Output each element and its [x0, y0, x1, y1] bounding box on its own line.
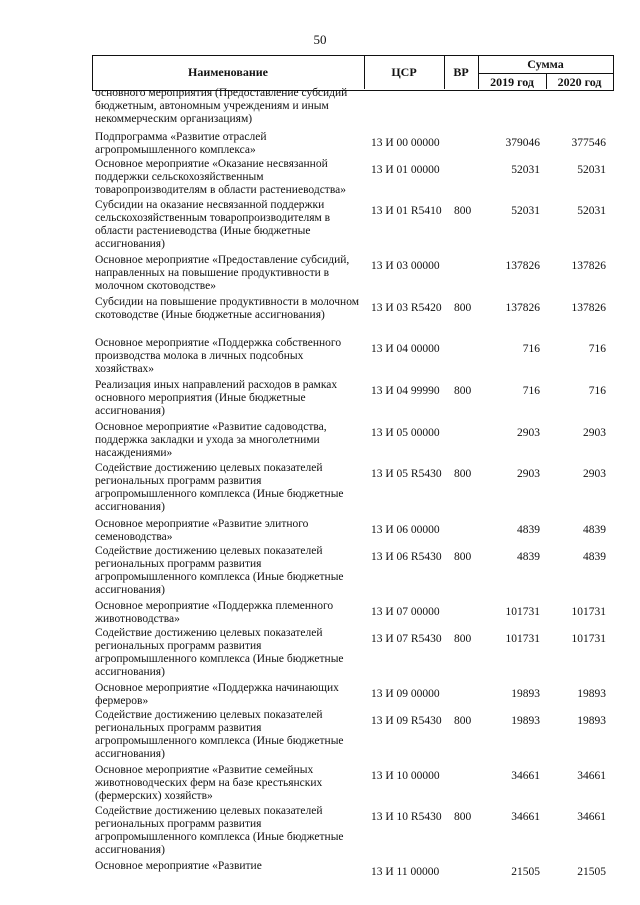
row-sum-2019: 52031: [511, 164, 540, 176]
row-name: Содействие достижению целевых показателей региональных программ развития агропромышленного комплекса (Иные бюджетные ассигнования): [95, 627, 344, 678]
row-sum-2019: 716: [522, 385, 540, 397]
row-sum-2020: 716: [588, 343, 606, 355]
header-name: Наименование: [188, 65, 268, 79]
row-sum-2019: 34661: [511, 770, 540, 782]
row-name: Субсидии на повышение продуктивности в молочном скотоводстве (Иные бюджетные ассигнования): [95, 296, 360, 321]
row-csr: 13 И 05 R5430: [371, 468, 442, 480]
row-sum-2019: 21505: [511, 866, 540, 878]
row-sum-2020: 34661: [577, 770, 606, 782]
header-vr: ВР: [453, 65, 469, 79]
row-sum-2020: 101731: [571, 633, 606, 645]
row-sum-2020: 137826: [571, 302, 606, 314]
row-sum-2019: 716: [522, 343, 540, 355]
row-sum-2019: 137826: [505, 302, 540, 314]
row-sum-2019: 4839: [517, 551, 540, 563]
row-name: Содействие достижению целевых показателей региональных программ развития агропромышленного комплекса (Иные бюджетные ассигнования): [95, 545, 344, 596]
row-sum-2020: 716: [588, 385, 606, 397]
row-sum-2019: 2903: [517, 468, 540, 480]
row-csr: 13 И 04 00000: [371, 343, 440, 355]
header-csr: ЦСР: [391, 65, 417, 79]
row-sum-2020: 34661: [577, 811, 606, 823]
row-sum-2019: 52031: [511, 205, 540, 217]
row-name: основного мероприятия (Предоставление субсидий бюджетным, автономным учреждениям и иным некоммерческим организациям): [95, 87, 348, 125]
header-sum: Сумма: [527, 57, 564, 71]
row-name: Основное мероприятие «Поддержка начинающих фермеров»: [95, 682, 339, 707]
row-name: Основное мероприятие «Развитие садоводства, поддержка закладки и ухода за многолетними насаждениями»: [95, 421, 327, 459]
row-csr: 13 И 01 R5410: [371, 205, 442, 217]
row-name: Основное мероприятие «Развитие семейных животноводческих ферм на базе крестьянских (фермерских) хозяйств»: [95, 764, 323, 802]
row-sum-2020: 21505: [577, 866, 606, 878]
row-sum-2020: 19893: [577, 715, 606, 727]
row-sum-2020: 4839: [583, 551, 606, 563]
row-name: Основное мероприятие «Поддержка собственного производства молока в личных подсобных хозяйствах»: [95, 337, 342, 375]
row-sum-2019: 2903: [517, 427, 540, 439]
page-number: 50: [313, 32, 327, 47]
row-csr: 13 И 09 00000: [371, 688, 440, 700]
row-sum-2020: 101731: [571, 606, 606, 618]
row-sum-2020: 137826: [571, 260, 606, 272]
row-sum-2020: 52031: [577, 205, 606, 217]
row-name: Основное мероприятие «Предоставление субсидий, направленных на повышение продуктивности в молочном скотоводстве»: [95, 254, 350, 292]
row-csr: 13 И 10 00000: [371, 770, 440, 782]
row-sum-2019: 137826: [505, 260, 540, 272]
row-name: Субсидии на оказание несвязанной поддержки сельскохозяйственным товаропроизводителям в области растениеводства (Иные бюджетные ассигнования): [95, 199, 331, 250]
row-sum-2020: 2903: [583, 468, 606, 480]
row-csr: 13 И 09 R5430: [371, 715, 442, 727]
row-vr: 800: [454, 302, 472, 314]
header-year-2020: 2020 год: [557, 75, 602, 89]
row-name: Подпрограмма «Развитие отраслей агропромышленного комплекса»: [95, 131, 267, 156]
row-vr: 800: [454, 205, 472, 217]
row-csr: 13 И 07 R5430: [371, 633, 442, 645]
row-name: Содействие достижению целевых показателей региональных программ развития агропромышленного комплекса (Иные бюджетные ассигнования): [95, 709, 344, 760]
row-vr: 800: [454, 715, 472, 727]
row-csr: 13 И 04 99990: [371, 385, 440, 397]
row-csr: 13 И 03 R5420: [371, 302, 442, 314]
row-name: Содействие достижению целевых показателей региональных программ развития агропромышленного комплекса (Иные бюджетные ассигнования): [95, 805, 344, 856]
row-name: Основное мероприятие «Развитие: [95, 860, 262, 872]
row-vr: 800: [454, 385, 472, 397]
row-name: Реализация иных направлений расходов в рамках основного мероприятия (Иные бюджетные ассигнования): [95, 379, 338, 417]
row-csr: 13 И 01 00000: [371, 164, 440, 176]
row-sum-2019: 101731: [505, 606, 540, 618]
row-csr: 13 И 07 00000: [371, 606, 440, 618]
row-sum-2020: 52031: [577, 164, 606, 176]
row-csr: 13 И 10 R5430: [371, 811, 442, 823]
row-name: Основное мероприятие «Поддержка племенного животноводства»: [95, 600, 334, 625]
row-name: Содействие достижению целевых показателей региональных программ развития агропромышленного комплекса (Иные бюджетные ассигнования): [95, 462, 344, 513]
row-sum-2019: 4839: [517, 524, 540, 536]
row-csr: 13 И 06 R5430: [371, 551, 442, 563]
row-sum-2019: 34661: [511, 811, 540, 823]
row-csr: 13 И 03 00000: [371, 260, 440, 272]
row-sum-2020: 19893: [577, 688, 606, 700]
row-sum-2020: 2903: [583, 427, 606, 439]
row-sum-2019: 379046: [505, 137, 540, 149]
row-name: Основное мероприятие «Оказание несвязанной поддержки сельскохозяйственным товаропроизводителям в области растениеводства»: [95, 158, 346, 196]
row-csr: 13 И 11 00000: [371, 866, 440, 878]
row-csr: 13 И 05 00000: [371, 427, 440, 439]
row-vr: 800: [454, 633, 472, 645]
row-csr: 13 И 00 00000: [371, 137, 440, 149]
row-sum-2020: 4839: [583, 524, 606, 536]
row-vr: 800: [454, 551, 472, 563]
row-vr: 800: [454, 468, 472, 480]
header-year-2019: 2019 год: [490, 75, 534, 89]
row-sum-2020: 377546: [571, 137, 606, 149]
row-name: Основное мероприятие «Развитие элитного семеноводства»: [95, 518, 309, 543]
row-sum-2019: 101731: [505, 633, 540, 645]
row-sum-2019: 19893: [511, 715, 540, 727]
row-csr: 13 И 06 00000: [371, 524, 440, 536]
row-vr: 800: [454, 811, 472, 823]
row-sum-2019: 19893: [511, 688, 540, 700]
